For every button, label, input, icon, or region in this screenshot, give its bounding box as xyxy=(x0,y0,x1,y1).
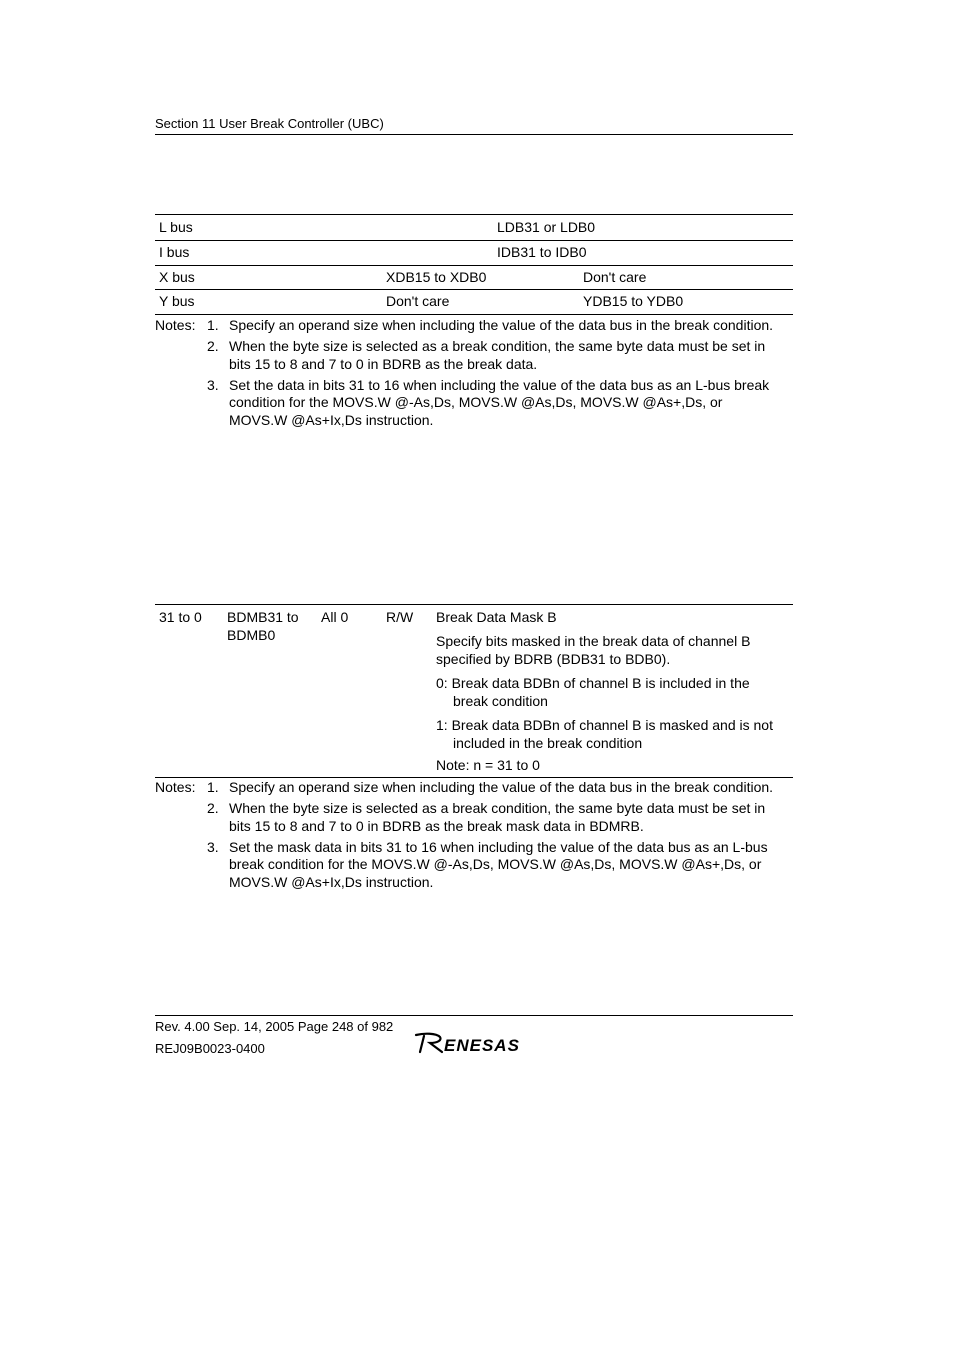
note-number: 3. xyxy=(207,839,219,855)
note-text: condition for the MOVS.W @-As,Ds, MOVS.W @As,Ds, MOVS.W @As+,Ds, or xyxy=(229,394,723,410)
note-text: Specify an operand size when including the value of the data bus in the break condition. xyxy=(229,779,774,795)
bit-name: BDMB0 xyxy=(227,627,276,643)
row-value: IDB31 to IDB0 xyxy=(497,244,587,260)
footer-doc-number: REJ09B0023-0400 xyxy=(155,1041,265,1056)
row-value: Don't care xyxy=(386,293,450,309)
row-value: XDB15 to XDB0 xyxy=(386,269,487,285)
note-text: When the byte size is selected as a break condition, the same byte data must be set in xyxy=(229,338,766,354)
note-number: 3. xyxy=(207,377,219,393)
note-text: When the byte size is selected as a break condition, the same byte data must be set in xyxy=(229,800,766,816)
note-text: MOVS.W @As+Ix,Ds instruction. xyxy=(229,874,434,890)
row-label: X bus xyxy=(159,269,195,285)
note-text: Set the data in bits 31 to 16 when including the value of the data bus as an L-bus break xyxy=(229,377,770,393)
bit-column: 31 to 0 xyxy=(159,609,202,625)
note-text: Specify an operand size when including the value of the data bus in the break condition. xyxy=(229,317,774,333)
row-value: Don't care xyxy=(583,269,647,285)
description-text: Specify bits masked in the break data of channel B xyxy=(436,633,751,649)
note-number: 2. xyxy=(207,338,219,354)
row-label: Y bus xyxy=(159,293,195,309)
description-option: break condition xyxy=(453,693,548,709)
note-text: MOVS.W @As+Ix,Ds instruction. xyxy=(229,412,434,428)
notes-label: Notes: xyxy=(155,779,196,795)
page-header: Section 11 User Break Controller (UBC) xyxy=(155,116,384,131)
row-label: L bus xyxy=(159,219,193,235)
note-text: break condition for the MOVS.W @-As,Ds, MOVS.W @As,Ds, MOVS.W @As+,Ds, or xyxy=(229,856,762,872)
initial-value: All 0 xyxy=(321,609,349,625)
description-title: Break Data Mask B xyxy=(436,609,557,625)
row-value: LDB31 or LDB0 xyxy=(497,219,596,235)
description-option: 1: Break data BDBn of channel B is masked and is not xyxy=(436,717,773,733)
description-note: Note: n = 31 to 0 xyxy=(436,757,540,773)
row-divider xyxy=(155,265,793,266)
rw-value: R/W xyxy=(386,609,414,625)
description-option: included in the break condition xyxy=(453,735,643,751)
header-rule xyxy=(155,134,793,135)
description-option: 0: Break data BDBn of channel B is included in the xyxy=(436,675,750,691)
footer-revision: Rev. 4.00 Sep. 14, 2005 Page 248 of 982 xyxy=(155,1019,394,1034)
note-text: Set the mask data in bits 31 to 16 when including the value of the data bus as an L-bus xyxy=(229,839,768,855)
row-value: YDB15 to YDB0 xyxy=(583,293,684,309)
note-text: bits 15 to 8 and 7 to 0 in BDRB as the break data. xyxy=(229,356,538,372)
description-text: specified by BDRB (BDB31 to BDB0). xyxy=(436,651,671,667)
row-divider xyxy=(155,289,793,290)
table-bottom-rule xyxy=(155,314,793,315)
row-label: I bus xyxy=(159,244,190,260)
note-text: bits 15 to 8 and 7 to 0 in BDRB as the break mask data in BDMRB. xyxy=(229,818,644,834)
note-number: 1. xyxy=(207,317,219,333)
footer-rule xyxy=(155,1015,793,1016)
table-top-rule xyxy=(155,214,793,215)
note-number: 1. xyxy=(207,779,219,795)
notes-label: Notes: xyxy=(155,317,196,333)
svg-text:ENESAS: ENESAS xyxy=(444,1036,520,1055)
renesas-logo-icon xyxy=(414,1031,536,1055)
row-divider xyxy=(155,240,793,241)
bit-name: BDMB31 to xyxy=(227,609,299,625)
note-number: 2. xyxy=(207,800,219,816)
table-top-rule xyxy=(155,604,793,605)
